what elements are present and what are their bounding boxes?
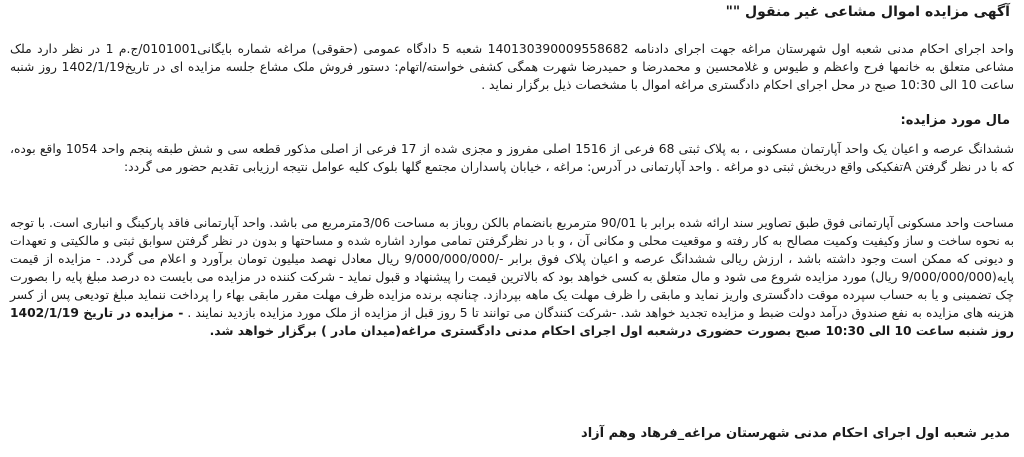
intro-paragraph: واحد اجرای احکام مدنی شعبه اول شهرستان مراغه جهت اجرای دادنامه 14013039000955868‪2‬ شعبه 5 دادگاه عمومی (حقوقی) مراغه شماره بایگانی0101001/ج.م 1 در نظر دارد ملک مشاعی متعلق به خانمها فرح واعظم و طیوس و غلامحسین و محمدرضا و حمیدرضا شهرت همگی کشفی خواسته/اتهام: دستور فروش ملک مشاع جلسه مزایده ای در تاریخ1402/1/19 روز شنبه ساعت 10 الی 10:30 صبح در محل اجرای احکام دادگستری مراغه اموال با مشخصات ذیل برگزار نماید .: [10, 42, 1014, 92]
signature-line: مدیر شعبه اول اجرای احکام مدنی شهرستان مراغه_فرهاد وهم آزاد: [581, 426, 1010, 441]
details-text: مساحت واحد مسکونی آپارتمانی فوق طبق تصاویر سند ارائه شده برابر با 90/01 مترمربع بانضمام بالکن روباز به مساحت 3/06مترمربع می باشد. واحد آپارتمانی فاقد پارکینگ و انباری است. با توجه به نحوه ساخت و ساز وکیفیت وکمیت مصالح به کار رفته و موقعیت محلی و مکانی آن ، و با در نظرگرفتن تمامی موارد اشاره شده و مساحتها و بدون در نظر گرفتن سوابق ثبتی و مالکیتی و تعهدات و دیونی که ممکن است وجود داشته باشد ، ارزش ریالی ششدانگ عرصه و اعیان پلاک فوق برابر -/9/000/000/000 ریال معادل نهصد میلیون تومان برآورد و اعلام می گردد. - مزایده از قیمت پایه(9/000/000/000 ریال) مورد مزایده شروع می شود و مال متعلق به کسی خواهد بود که بالاترین قیمت را پیشنهاد و قبول نماید - شرکت کننده در مزایده می بایست ده درصد مبلغ پایه را بصورت چک تضمینی و یا به حساب سپرده موقت دادگستری واریز نماید و مابقی را ظرف مهلت یک ماهه بپردازد. چنانچه برنده مزایده ظرف مهلت مقرر مابقی بهاء را پرداخت ننماید مبلغ تودیعی پس از کسر هزینه های مزایده به نفع صندوق درآمد دولت ضبط و مزایده تجدید خواهد شد. -شرکت کنندگان می توانند تا 5 روز قبل از مزایده از ملک مورد مزایده بازدید نمایند .: [10, 216, 1014, 320]
property-heading: مال مورد مزایده:: [900, 113, 1010, 128]
auction-date-statement: - مزایده در تاریخ 1402/1/19 روز شنبه ساعت 10 الی 10:30 صبح بصورت حضوری درشعبه اول اجرای احکام مدنی دادگستری مراغه(میدان مادر ) برگزار خواهد شد.: [10, 306, 1014, 338]
property-description: ششدانگ عرصه و اعیان یک واحد آپارتمان مسکونی ، به پلاک ثبتی 68 فرعی از 1516 اصلی مفروز و مجزی شده از 17 فرعی از اصلی مذکور قطعه سی و شش طبقه پنجم واحد 1054 واقع بوده، که با در نظر گرفتن Aتفکیکی واقع دربخش ثبتی دو مراغه . واحد آپارتمانی در آدرس: مراغه ، خیابان پاسداران مجتمع گلها بلوک کلیه عوامل نتیجه ارزیابی تقدیم حضور می گردد:: [10, 142, 1014, 174]
notice-title: آگهی مزایده اموال مشاعی غیر منقول "": [725, 4, 1010, 20]
details-paragraph: [10, 214, 1014, 340]
